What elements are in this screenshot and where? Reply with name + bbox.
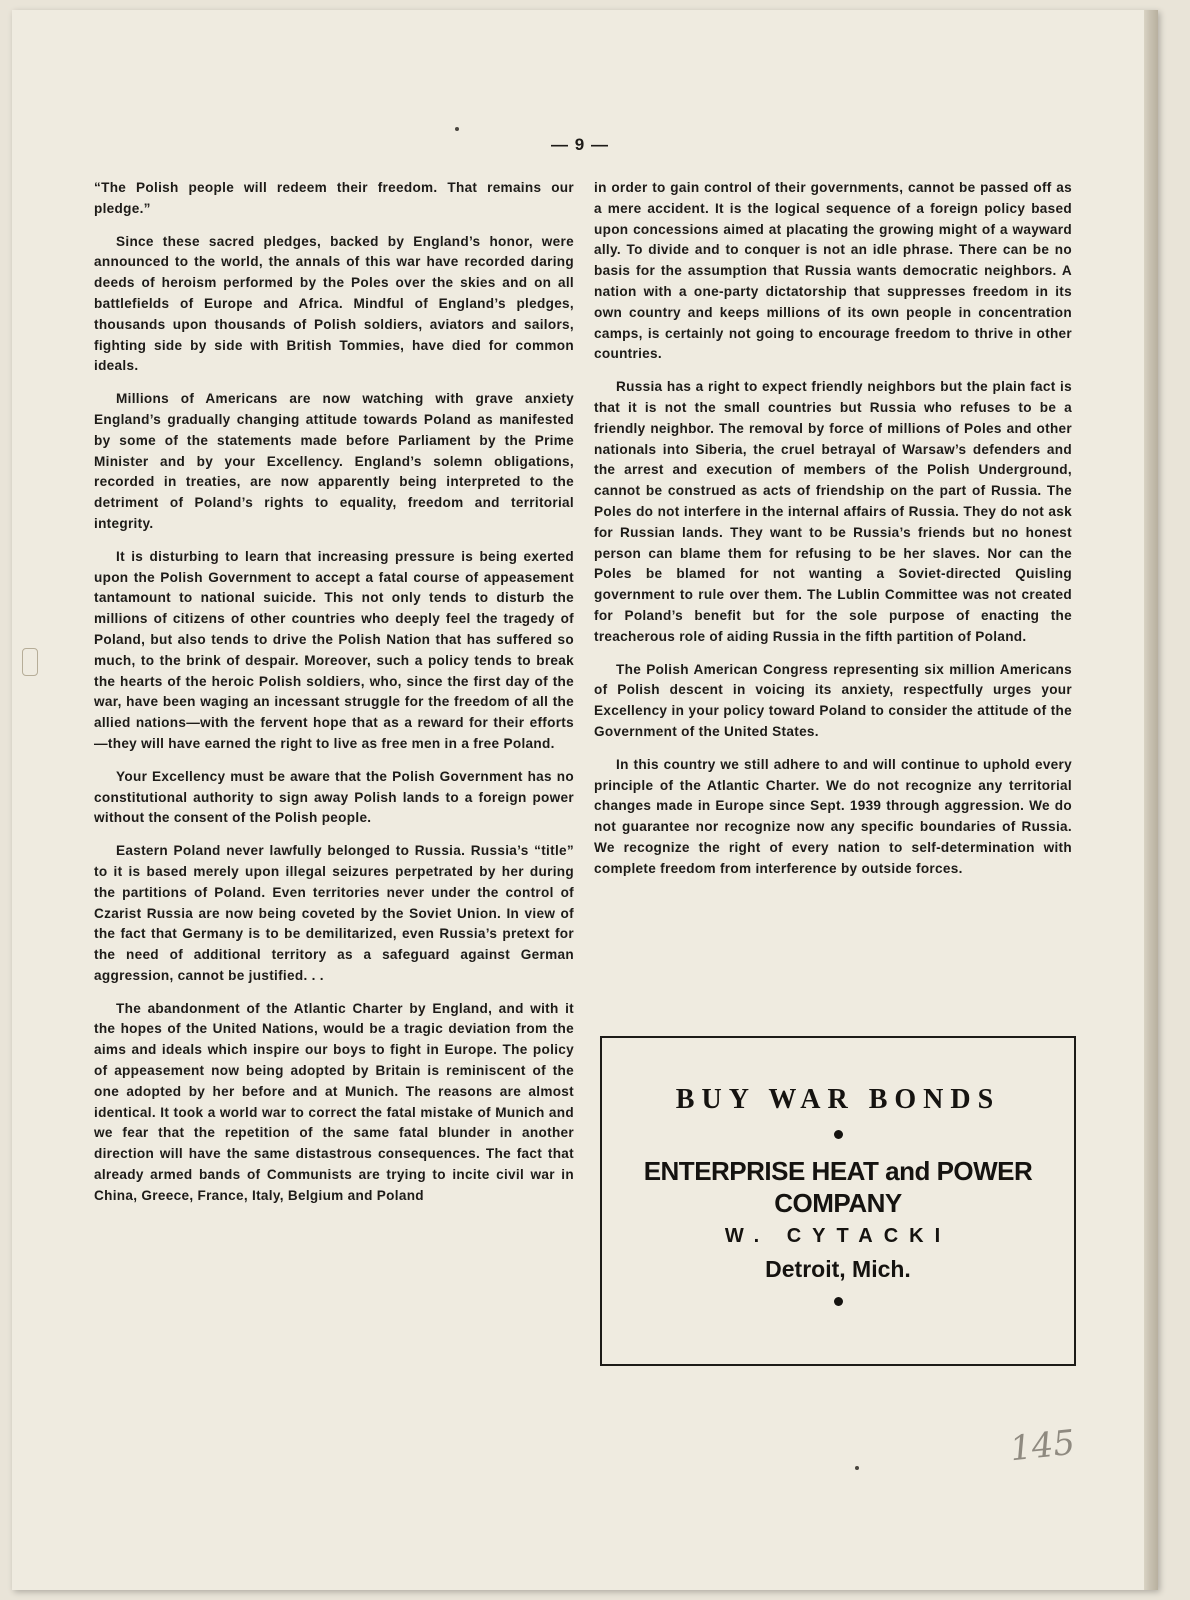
left-column — [94, 178, 574, 1219]
paragraph: Russia has a right to expect friendly neighbors but the plain fact is that it is not the small countries but Russia who refuses to be a friendly neighbor. The removal by force of millions of Poles and other nationals into Siberia, the cruel betrayal of Warsaw’s defenders and the arrest and execution of members of the Polish Underground, cannot be construed as acts of friendship on the part of Russia. The Poles do not interfere in the internal affairs of Russia. They do not ask for Russian lands. They want to be Russia’s friends but no honest person can blame them for refusing to be her slaves. Nor can the Poles be blamed for not wanting a Soviet-directed Quisling government to rule over them. The Lublin Committee was not created for Poland’s benefit but for the sole purpose of enacting the treacherous role of aiding Russia in the fifth partition of Poland. — [594, 379, 1072, 644]
paragraph: The abandonment of the Atlantic Charter by England, and with it the hopes of the United Nations, would be a tragic deviation from the aims and ideals which inspire our boys to fight in Europe. The policy of appeasement now being adopted by Britain is reminiscent of the one adopted by her before and at Munich. The reasons are almost identical. It took a world war to correct the fatal mistake of Munich and we fear that the repetition of the same fatal blunder in another direction will have the same distastrous consequences. The fact that already armed bands of Communists are trying to incite civil war in China, Greece, France, Italy, Belgium and Poland — [94, 1000, 574, 1203]
ad-company-name: ENTERPRISE HEAT and POWER COMPANY — [643, 1156, 1033, 1218]
paragraph: Since these sacred pledges, backed by England’s honor, were announced to the world, the annals of this war have recorded daring deeds of heroism performed by the Poles over the skies and on all battlefields of Europe and Africa. Mindful of England’s pledges, thousands upon thousands of Polish soldiers, aviators and sailors, fighting side by side with British Tommies, have died for common ideals. — [94, 233, 574, 374]
paragraph: It is disturbing to learn that increasing pressure is being exerted upon the Polish Government to accept a fatal course of appeasement tantamount to national suicide. This not only tends to disturb the millions of citizens of other countries who deeply feel the tragedy of Poland, but also tends to drive the Polish Nation that has suffered so much, to the brink of despair. Moreover, such a policy tends to break the hearts of the heroic Polish soldiers, who, since the first day of the war, have been waging an incessant struggle for the freedom of all the allied nations—with the fervent hope that as a reward for their efforts—they will have earned the right to live as free men in a free Poland. — [94, 548, 574, 751]
page-edge — [1144, 10, 1158, 1590]
paragraph: In this country we still adhere to and will continue to uphold every principle of the Atlantic Charter. We do not recognize any territorial changes made in Europe since Sept. 1939 through aggression. We do not guarantee nor recognize now any specific boundaries of Russia. We recognize the right of every nation to self-determination with complete freedom from interference by outside forces. — [594, 756, 1072, 876]
handwritten-page-number: 145 — [1008, 1422, 1077, 1470]
ad-proprietor-name: W. CYTACKI — [724, 1225, 952, 1247]
speck — [455, 127, 459, 131]
right-column — [594, 178, 1072, 892]
bullet-icon — [834, 1297, 843, 1306]
paragraph: The Polish American Congress representing six million Americans of Polish descent in voicing its anxiety, respectfully urges your Excellency in your policy toward Poland to consider the attitude of the Government of the United States. — [594, 661, 1072, 739]
bullet-icon — [834, 1130, 843, 1139]
page-number: — 9 — — [551, 135, 609, 154]
paragraph: Your Excellency must be aware that the Polish Government has no constitutional authority to sign away Polish lands to a foreign power without the consent of the Polish people. — [94, 768, 574, 826]
paragraph: Millions of Americans are now watching with grave anxiety England’s gradually changing attitude towards Poland as manifested by some of the statements made before Parliament by the Prime Minister and by your Excellency. England’s solemn obligations, recorded in treaties, are now apparently being interpreted to the detriment of Poland’s rights to equality, freedom and territorial integrity. — [94, 391, 574, 531]
paragraph: in order to gain control of their governments, cannot be passed off as a mere accident. It is the logical sequence of a foreign policy based upon concessions aimed at placating the growing might of a wayward ally. To divide and to conquer is not an idle phrase. There can be no basis for the assumption that Russia wants democratic neighbors. A nation with a one-party dictatorship that suppresses freedom in its own country and keeps millions of its own people in concentration camps, is certainly not going to encourage freedom to thrive in other countries. — [594, 180, 1072, 362]
paragraph: Eastern Poland never lawfully belonged to Russia. Russia’s “title” to it is based merely upon illegal seizures perpetrated by her during the partitions of Poland. Even territories never under the control of Czarist Russia are now being coveted by the Soviet Union. In view of the fact that Germany is to be demilitarized, even Russia’s pretext for the need of additional territory as a safeguard against German aggression, cannot be justified. . . — [94, 843, 574, 983]
speck — [855, 1466, 859, 1470]
ad-headline: BUY WAR BONDS — [675, 1084, 1001, 1115]
ad-city: Detroit, Mich. — [765, 1256, 911, 1282]
advertisement-box — [600, 1036, 1076, 1366]
paragraph: “The Polish people will redeem their freedom. That remains our pledge.” — [94, 180, 574, 216]
paper-stain — [22, 648, 38, 676]
